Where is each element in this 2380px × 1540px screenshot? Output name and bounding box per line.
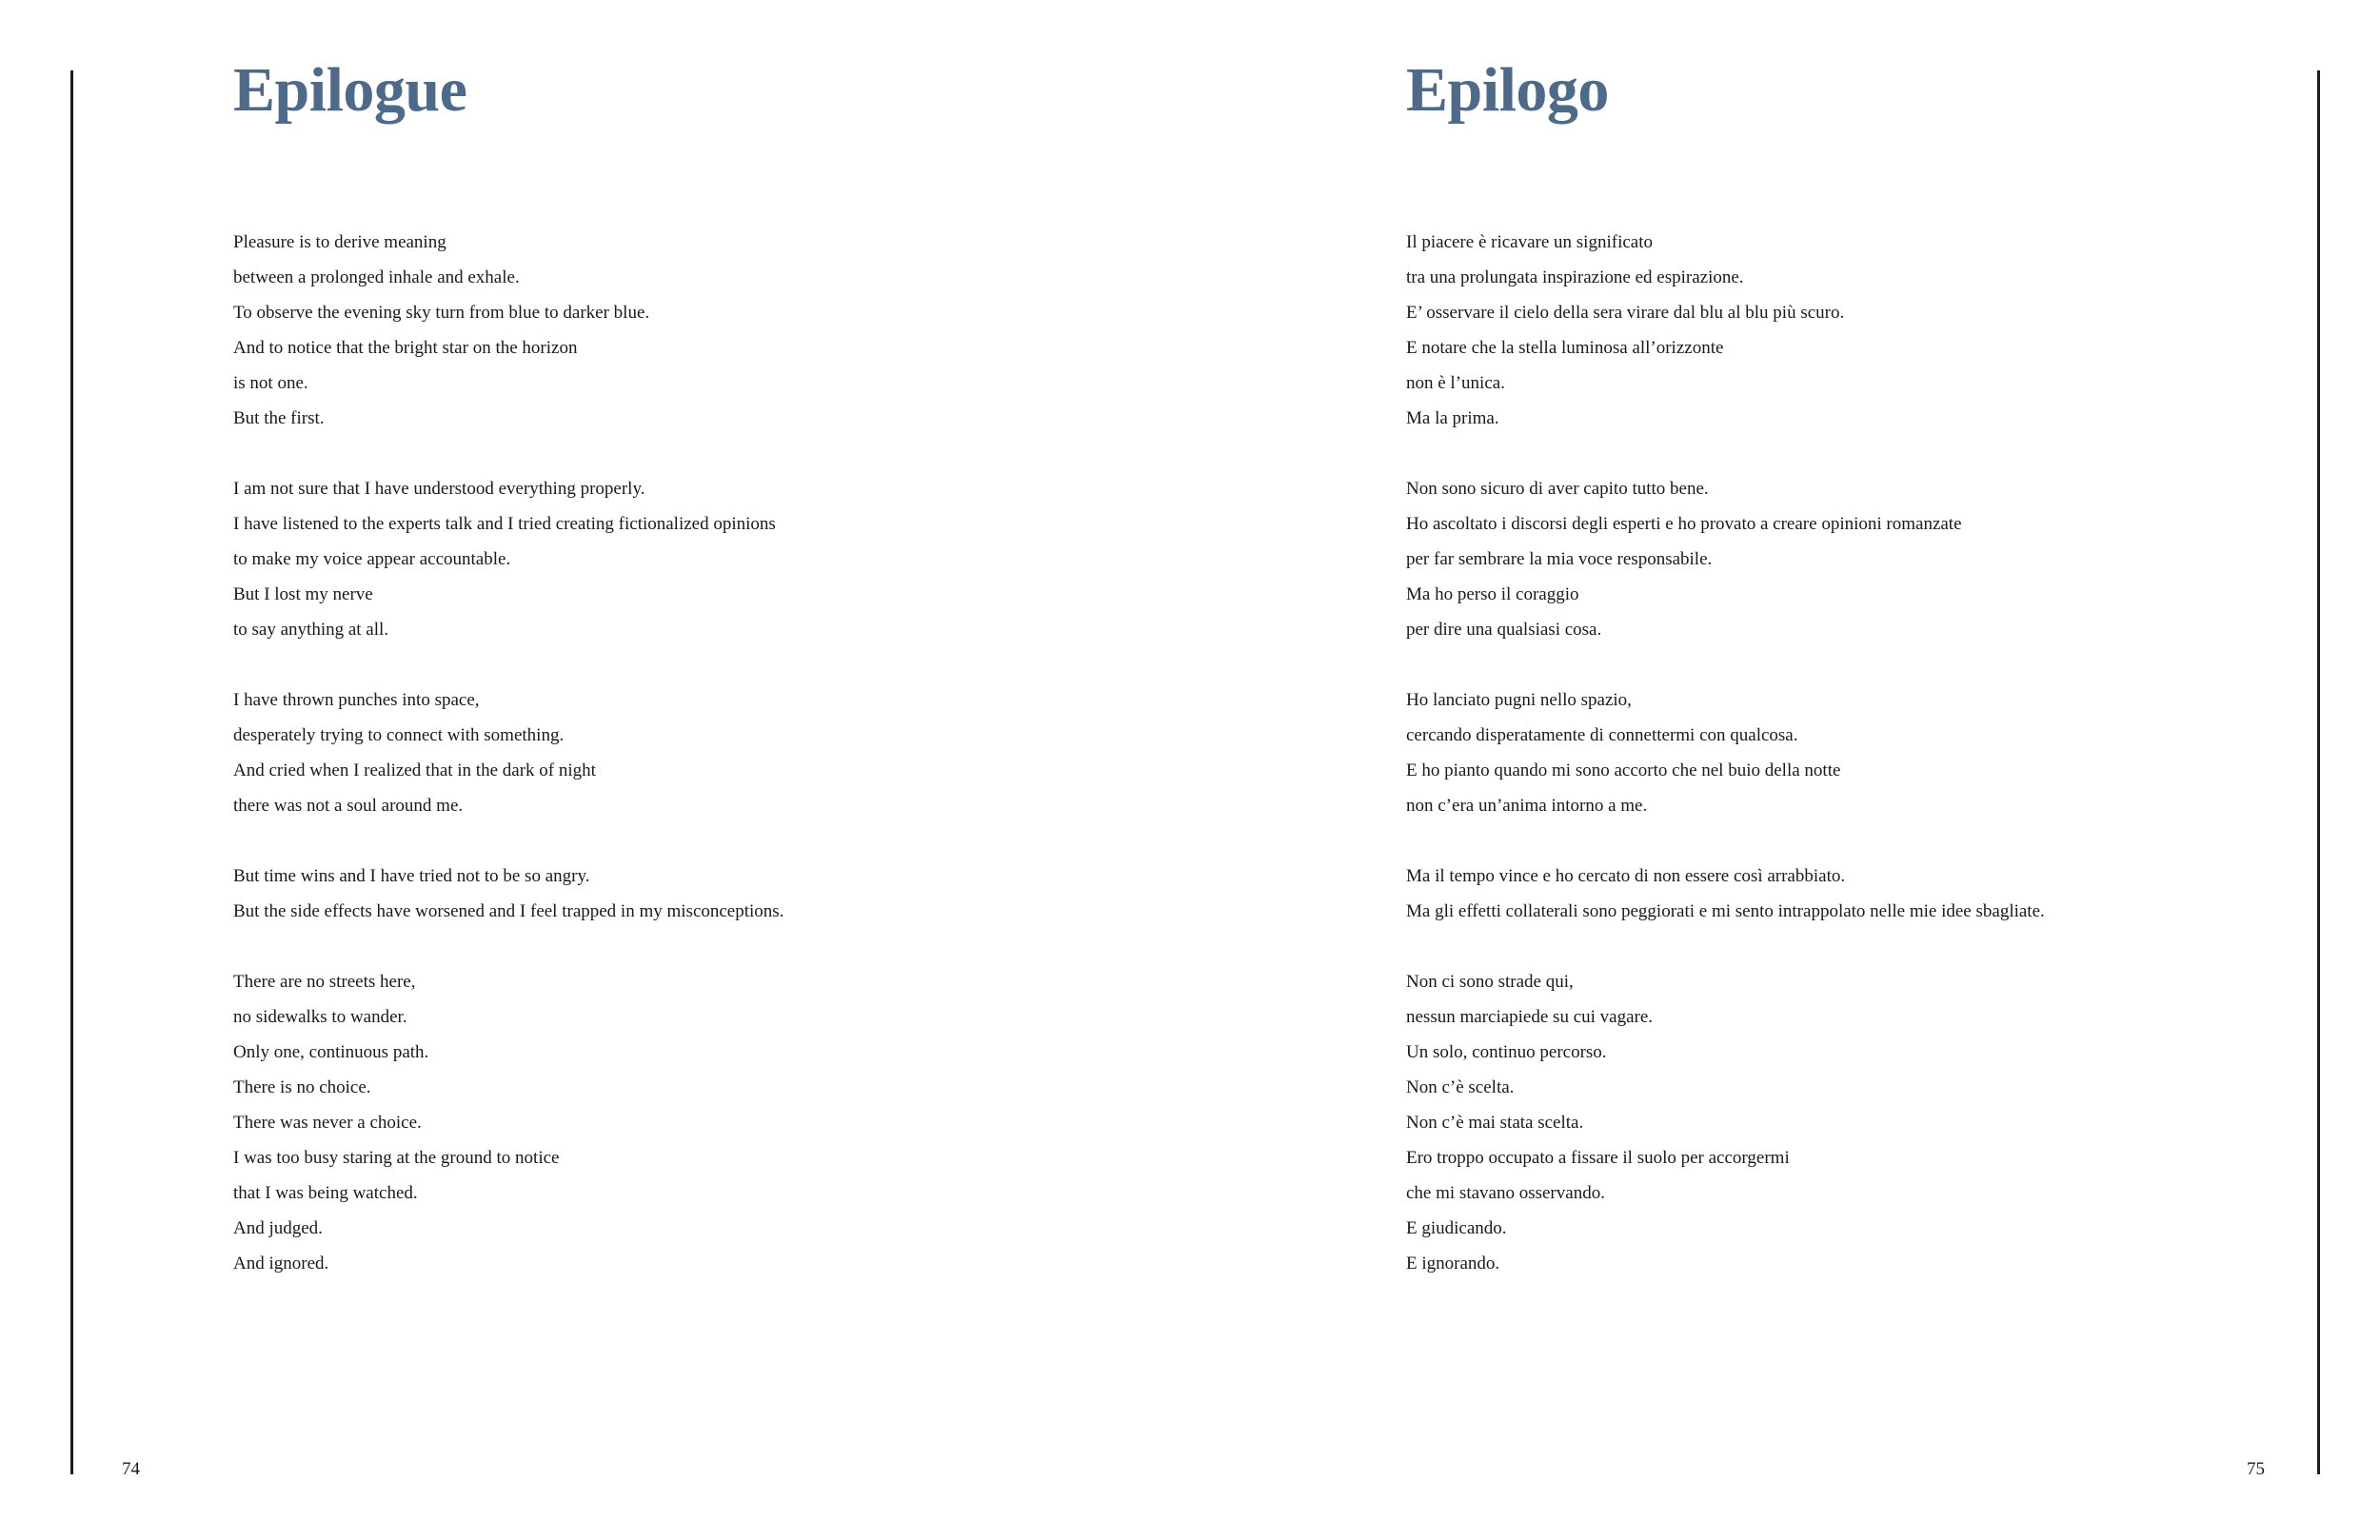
poem-line: Un solo, continuo percorso. xyxy=(1406,1042,1607,1062)
poem-line: To observe the evening sky turn from blue to darker blue. xyxy=(233,303,650,323)
poem-line: Ho ascoltato i discorsi degli esperti e ho provato a creare opinioni romanzate xyxy=(1406,514,1962,534)
poem-line: I have listened to the experts talk and I tried creating fictionalized opinions xyxy=(233,514,776,534)
poem-line: Ero troppo occupato a fissare il suolo per accorgermi xyxy=(1406,1148,1790,1168)
poem-line: Non ci sono strade qui, xyxy=(1406,972,1574,992)
poem-line: no sidewalks to wander. xyxy=(233,1007,407,1027)
poem-line: non c’era un’anima intorno a me. xyxy=(1406,796,1648,816)
poem-line: E’ osservare il cielo della sera virare dal blu al blu più scuro. xyxy=(1406,303,1845,323)
poem-line: Non c’è mai stata scelta. xyxy=(1406,1113,1584,1133)
poem-line: Ma gli effetti collaterali sono peggiorati e mi sento intrappolato nelle mie idee sbagliate. xyxy=(1406,901,2045,921)
stanza xyxy=(1406,859,2380,929)
poem-line: E giudicando. xyxy=(1406,1218,1507,1238)
stanza xyxy=(233,682,1328,823)
poem-line: there was not a soul around me. xyxy=(233,796,464,816)
poem-line: There was never a choice. xyxy=(233,1113,422,1133)
poem-line: I have thrown punches into space, xyxy=(233,690,480,710)
poem-line: that I was being watched. xyxy=(233,1183,418,1203)
poem-line: desperately trying to connect with something. xyxy=(233,725,565,745)
poem-line: And cried when I realized that in the dark of night xyxy=(233,760,596,780)
poem-italian xyxy=(1406,225,2380,1316)
poem-line: E ho pianto quando mi sono accorto che nel buio della notte xyxy=(1406,760,1841,780)
stanza xyxy=(233,859,1328,929)
poem-line: And to notice that the bright star on the horizon xyxy=(233,338,578,358)
poem-english xyxy=(233,225,1328,1316)
poem-line: cercando disperatamente di connettermi con qualcosa. xyxy=(1406,725,1798,745)
poem-line: Non sono sicuro di aver capito tutto bene. xyxy=(1406,479,1709,499)
poem-line: Only one, continuous path. xyxy=(233,1042,429,1062)
poem-line: E ignorando. xyxy=(1406,1254,1500,1273)
poem-line: tra una prolungata inspirazione ed espirazione. xyxy=(1406,267,1744,287)
poem-line: per dire una qualsiasi cosa. xyxy=(1406,620,1602,640)
stanza xyxy=(1406,682,2380,823)
poem-line: Non c’è scelta. xyxy=(1406,1077,1515,1097)
stanza xyxy=(233,471,1328,647)
poem-line: Pleasure is to derive meaning xyxy=(233,232,446,252)
poem-line: non è l’unica. xyxy=(1406,373,1505,393)
poem-line: But the side effects have worsened and I feel trapped in my misconceptions. xyxy=(233,901,784,921)
stanza xyxy=(1406,964,2380,1281)
poem-line: nessun marciapiede su cui vagare. xyxy=(1406,1007,1654,1027)
poem-line: There are no streets here, xyxy=(233,972,416,992)
poem-line: But I lost my nerve xyxy=(233,584,373,604)
poem-line: is not one. xyxy=(233,373,308,393)
poem-line: And judged. xyxy=(233,1218,323,1238)
poem-line: per far sembrare la mia voce responsabile. xyxy=(1406,549,1713,569)
poem-line: Ho lanciato pugni nello spazio, xyxy=(1406,690,1632,710)
stanza xyxy=(233,225,1328,436)
poem-line: between a prolonged inhale and exhale. xyxy=(233,267,520,287)
stanza xyxy=(1406,225,2380,436)
poem-line: Ma ho perso il coraggio xyxy=(1406,584,1579,604)
poem-line: I am not sure that I have understood everything properly. xyxy=(233,479,645,499)
poem-line: But time wins and I have tried not to be so angry. xyxy=(233,866,590,886)
poem-line: che mi stavano osservando. xyxy=(1406,1183,1605,1203)
poem-line: to make my voice appear accountable. xyxy=(233,549,511,569)
page-number-right: 75 xyxy=(2247,1459,2265,1479)
page-title-english: Epilogue xyxy=(233,55,467,125)
page-number-left: 74 xyxy=(122,1459,140,1479)
poem-line: Ma la prima. xyxy=(1406,408,1499,428)
stanza xyxy=(1406,471,2380,647)
poem-line: But the first. xyxy=(233,408,325,428)
poem-line: Il piacere è ricavare un significato xyxy=(1406,232,1653,252)
page-title-italian: Epilogo xyxy=(1406,55,1609,125)
poem-line: to say anything at all. xyxy=(233,620,389,640)
poem-line: E notare che la stella luminosa all’orizzonte xyxy=(1406,338,1724,358)
poem-line: There is no choice. xyxy=(233,1077,371,1097)
poem-line: And ignored. xyxy=(233,1254,329,1273)
poem-line: I was too busy staring at the ground to notice xyxy=(233,1148,560,1168)
poem-line: Ma il tempo vince e ho cercato di non essere così arrabbiato. xyxy=(1406,866,1846,886)
left-margin-rule xyxy=(70,70,73,1474)
stanza xyxy=(233,964,1328,1281)
